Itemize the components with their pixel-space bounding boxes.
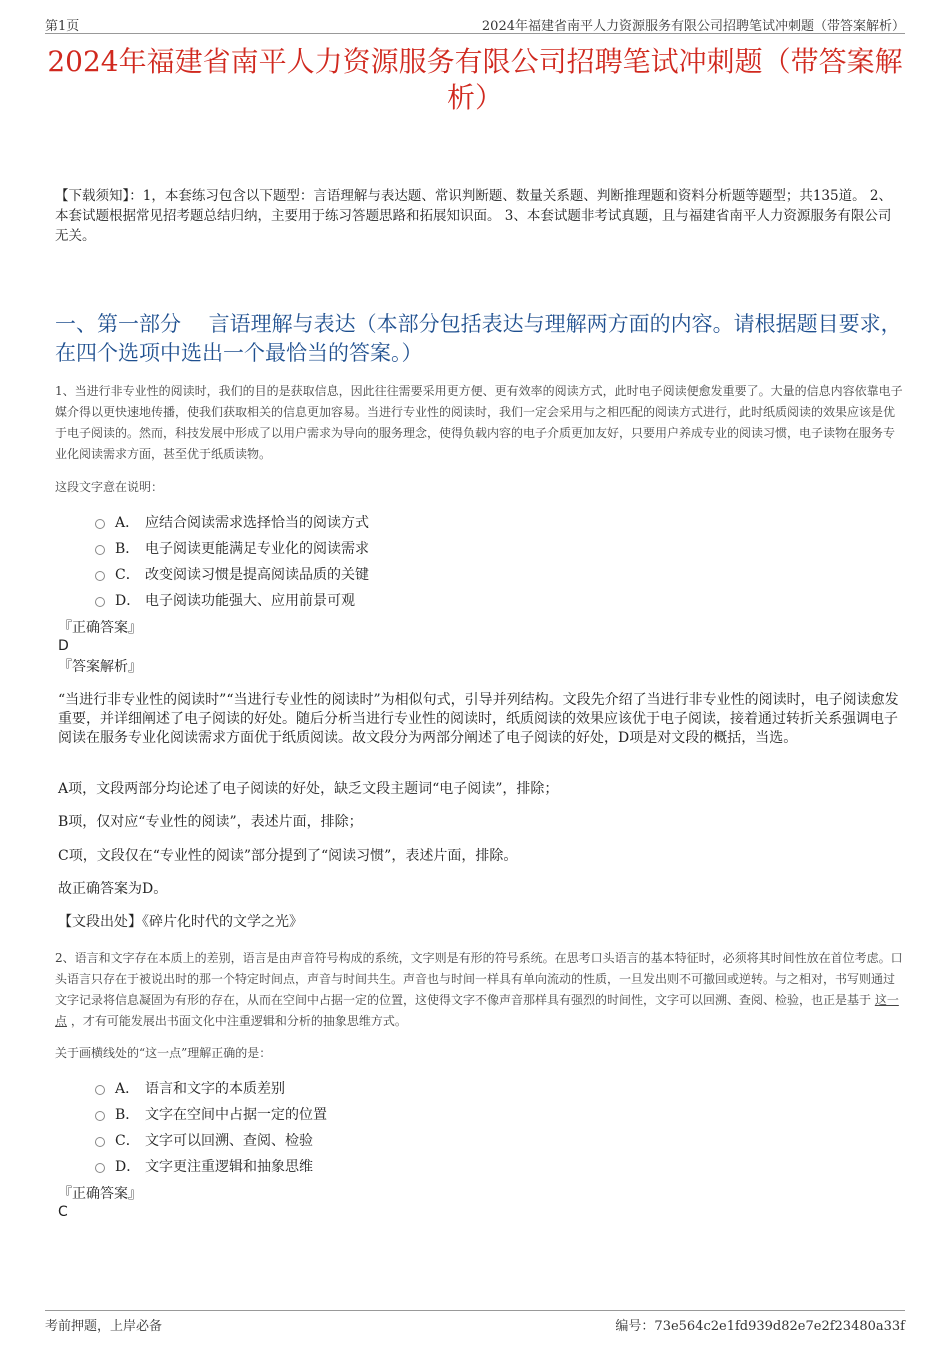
- option-text: 文字更注重逻辑和抽象思维: [145, 1159, 313, 1175]
- analysis-option-b: B项，仅对应“专业性的阅读”，表述片面，排除；: [58, 814, 363, 830]
- page-footer: [45, 1310, 905, 1334]
- question-2-stem: 关于画横线处的“这一点”理解正确的是：: [55, 1046, 272, 1060]
- correct-answer-label: 『正确答案』: [58, 1186, 142, 1202]
- analysis-option-c: C项，文段仅在“专业性的阅读”部分提到了“阅读习惯”，表述片面，排除。: [58, 848, 518, 864]
- analysis-option-a: A项，文段两部分均论述了电子阅读的好处，缺乏文段主题词“电子阅读”，排除；: [58, 781, 559, 797]
- option-c[interactable]: [95, 1127, 327, 1153]
- radio-button-icon[interactable]: [95, 1137, 105, 1147]
- analysis-label: 『答案解析』: [58, 659, 142, 675]
- radio-button-icon[interactable]: [95, 597, 105, 607]
- radio-button-icon[interactable]: [95, 571, 105, 581]
- option-c[interactable]: [95, 561, 369, 587]
- analysis-conclusion: 故正确答案为D。: [58, 881, 168, 897]
- question-2-options: [95, 1075, 327, 1179]
- option-text: 应结合阅读需求选择恰当的阅读方式: [145, 515, 369, 531]
- radio-button-icon[interactable]: [95, 519, 105, 529]
- option-d[interactable]: [95, 587, 369, 613]
- radio-button-icon[interactable]: [95, 545, 105, 555]
- correct-answer: D: [58, 638, 69, 654]
- option-letter: D．: [115, 593, 141, 609]
- page-header: [45, 12, 905, 34]
- option-d[interactable]: [95, 1153, 327, 1179]
- section-title: 一、第一部分 言语理解与表达（本部分包括表达与理解两方面的内容。请根据题目要求，在四个选项中选出一个最恰当的答案。）: [55, 312, 902, 365]
- option-letter: B．: [115, 541, 140, 557]
- option-letter: A．: [115, 515, 140, 531]
- option-text: 电子阅读更能满足专业化的阅读需求: [145, 541, 369, 557]
- underlined-phrase: 这一点: [55, 993, 899, 1028]
- option-letter: C．: [115, 1133, 140, 1149]
- option-b[interactable]: [95, 535, 369, 561]
- radio-button-icon[interactable]: [95, 1111, 105, 1121]
- option-text: 改变阅读习惯是提高阅读品质的关键: [145, 567, 369, 583]
- footer-slogan: 考前押题，上岸必备: [45, 1319, 163, 1334]
- option-letter: B．: [115, 1107, 140, 1123]
- header-doc-title: 2024年福建省南平人力资源服务有限公司招聘笔试冲刺题（带答案解析）: [481, 19, 905, 34]
- footer-doc-id: 编号：73e564c2e1fd939d82e7e2f23480a33f: [615, 1319, 905, 1334]
- question-1-stem: 这段文字意在说明：: [55, 480, 164, 494]
- radio-button-icon[interactable]: [95, 1163, 105, 1173]
- option-text: 电子阅读功能强大、应用前景可观: [145, 593, 355, 609]
- option-text: 文字可以回溯、查阅、检验: [145, 1133, 313, 1149]
- correct-answer-label: 『正确答案』: [58, 620, 142, 636]
- page-number: 第1页: [45, 19, 80, 34]
- correct-answer: C: [58, 1204, 68, 1220]
- passage-text: ，才有可能发展出书面文化中注重逻辑和分析的抽象思维方式。: [67, 1014, 407, 1028]
- radio-button-icon[interactable]: [95, 1085, 105, 1095]
- option-letter: D．: [115, 1159, 141, 1175]
- passage-text: 2、语言和文字存在本质上的差别，语言是由声音符号构成的系统，文字则是有形的符号系统。在思考口头语言的基本特征时，必须将其时间性放在首位考虑。口头语言只存在于被说出时的那一个特定时间点，声音与时间共生。声音也与时间一样具有单向流动的性质，一旦发出则不可撤回或逆转。与之相对，书写则通过文字记录将信息凝固为有形的存在，从而在空间中占据一定的位置，这使得文字不像声音那样具有强烈的时间性，文字可以回溯、查阅、检验，也正是基于: [55, 951, 903, 1007]
- option-b[interactable]: [95, 1101, 327, 1127]
- option-text: 文字在空间中占据一定的位置: [145, 1107, 327, 1123]
- option-text: 语言和文字的本质差别: [145, 1081, 285, 1097]
- question-1-passage: 1、当进行非专业性的阅读时，我们的目的是获取信息，因此往往需要采用更方便、更有效率的阅读方式，此时电子阅读便愈发重要了。大量的信息内容依靠电子媒介得以更快速地传播，使我们获取相关的信息更加容易。当进行专业性的阅读时，我们一定会采用与之相匹配的阅读方式进行，此时纸质阅读的效果应该是优于电子阅读的。然而，科技发展中形成了以用户需求为导向的服务理念，使得负载内容的电子介质更加友好，只要用户养成专业的阅读习惯，电子读物在服务专业化阅读需求方面，甚至优于纸质读物。: [55, 384, 903, 461]
- download-notice: 【下载须知】：1，本套练习包含以下题型：言语理解与表达题、常识判断题、数量关系题、判断推理题和资料分析题等题型；共135道。 2、本套试题根据常见招考题总结归纳，主要用于练习答题思路和拓展知识面。 3、本套试题非考试真题，且与福建省南平人力资源服务有限公司无关。: [55, 188, 892, 244]
- option-a[interactable]: [95, 1075, 327, 1101]
- option-a[interactable]: [95, 509, 369, 535]
- option-letter: C．: [115, 567, 140, 583]
- question-2-passage: [55, 948, 905, 1032]
- option-letter: A．: [115, 1081, 140, 1097]
- document-title: 2024年福建省南平人力资源服务有限公司招聘笔试冲刺题（带答案解析）: [47, 45, 903, 114]
- analysis-paragraph: “当进行非专业性的阅读时”“当进行专业性的阅读时”为相似句式，引导并列结构。文段先介绍了当进行非专业性的阅读时，电子阅读愈发重要，并详细阐述了电子阅读的好处。随后分析当进行专业性的阅读时，纸质阅读的效果应该优于电子阅读，接着通过转折关系强调电子阅读在服务专业化阅读需求方面优于纸质阅读。故文段分为两部分阐述了电子阅读的好处，D项是对文段的概括，当选。: [58, 692, 899, 746]
- passage-source: 【文段出处】《碎片化时代的文学之光》: [58, 914, 303, 930]
- question-1-options: [95, 509, 369, 613]
